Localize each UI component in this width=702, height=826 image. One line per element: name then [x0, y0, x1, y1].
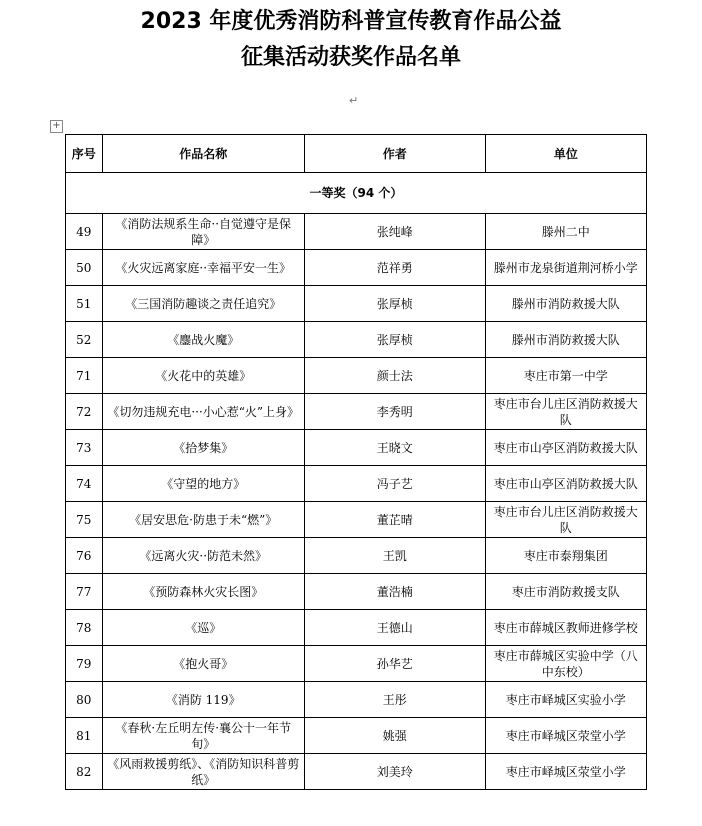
- cell-unit: 枣庄市台儿庄区消防救援大队: [485, 394, 646, 430]
- cell-title: 《消防法规系生命··自觉遵守是保障》: [102, 214, 304, 250]
- cell-no: 80: [66, 682, 103, 718]
- cell-no: 72: [66, 394, 103, 430]
- cell-author: 董芷晴: [304, 502, 485, 538]
- cell-unit: 枣庄市山亭区消防救援大队: [485, 430, 646, 466]
- cell-author: 王德山: [304, 610, 485, 646]
- table-header-row: [66, 135, 647, 173]
- cell-unit: 枣庄市山亭区消防救援大队: [485, 466, 646, 502]
- prize-row: [66, 173, 647, 214]
- cell-unit: 枣庄市峄城区实验小学: [485, 682, 646, 718]
- cell-title: 《抱火哥》: [102, 646, 304, 682]
- table-move-handle-icon[interactable]: +: [50, 120, 63, 133]
- cell-author: 王彤: [304, 682, 485, 718]
- cell-title: 《火花中的英雄》: [102, 358, 304, 394]
- table-row: [66, 430, 647, 466]
- cell-title: 《春秋·左丘明左传·襄公十一年节旬》: [102, 718, 304, 754]
- cell-title: 《火灾远离家庭··幸福平安一生》: [102, 250, 304, 286]
- cell-author: 刘美玲: [304, 754, 485, 790]
- table-row: [66, 538, 647, 574]
- cell-author: 张厚桢: [304, 286, 485, 322]
- cell-no: 73: [66, 430, 103, 466]
- cell-title: 《三国消防趣谈之责任追究》: [102, 286, 304, 322]
- cell-no: 71: [66, 358, 103, 394]
- header-no: 序号: [66, 135, 103, 173]
- cell-title: 《消防 119》: [102, 682, 304, 718]
- cell-no: 51: [66, 286, 103, 322]
- cell-no: 50: [66, 250, 103, 286]
- cell-title: 《风雨救援剪纸》、《消防知识科普剪纸》: [102, 754, 304, 790]
- cell-no: 82: [66, 754, 103, 790]
- cell-title: 《拾梦集》: [102, 430, 304, 466]
- prize-label: 一等奖（94 个）: [66, 173, 647, 214]
- cell-unit: 枣庄市峄城区荥堂小学: [485, 718, 646, 754]
- cell-unit: 枣庄市峄城区荥堂小学: [485, 754, 646, 790]
- cell-author: 董浩楠: [304, 574, 485, 610]
- cell-no: 79: [66, 646, 103, 682]
- table-row: [66, 574, 647, 610]
- table-row: [66, 250, 647, 286]
- cell-author: 孙华艺: [304, 646, 485, 682]
- cell-title: 《预防森林火灾长图》: [102, 574, 304, 610]
- cell-unit: 枣庄市消防救援支队: [485, 574, 646, 610]
- cell-no: 81: [66, 718, 103, 754]
- table-row: [66, 214, 647, 250]
- cell-author: 张纯峰: [304, 214, 485, 250]
- cell-no: 75: [66, 502, 103, 538]
- cell-unit: 枣庄市薛城区教师进修学校: [485, 610, 646, 646]
- table-row: [66, 502, 647, 538]
- table-row: [66, 682, 647, 718]
- cell-author: 王晓文: [304, 430, 485, 466]
- cell-no: 76: [66, 538, 103, 574]
- cell-author: 李秀明: [304, 394, 485, 430]
- table-row: [66, 466, 647, 502]
- table-row: [66, 358, 647, 394]
- cell-author: 张厚桢: [304, 322, 485, 358]
- cell-title: 《守望的地方》: [102, 466, 304, 502]
- cell-title: 《鏖战火魔》: [102, 322, 304, 358]
- cell-author: 姚强: [304, 718, 485, 754]
- table-row: [66, 322, 647, 358]
- cell-no: 52: [66, 322, 103, 358]
- cell-author: 范祥勇: [304, 250, 485, 286]
- cell-title: 《巡》: [102, 610, 304, 646]
- cell-no: 77: [66, 574, 103, 610]
- cell-title: 《远离火灾··防范未然》: [102, 538, 304, 574]
- cell-no: 78: [66, 610, 103, 646]
- cell-title: 《居安思危·防患于未“燃”》: [102, 502, 304, 538]
- header-title: 作品名称: [102, 135, 304, 173]
- cell-unit: 滕州市消防救援大队: [485, 286, 646, 322]
- award-table: [65, 134, 647, 790]
- header-unit: 单位: [485, 135, 646, 173]
- cell-unit: 枣庄市台儿庄区消防救援大队: [485, 502, 646, 538]
- cell-unit: 滕州市消防救援大队: [485, 322, 646, 358]
- table-row: [66, 646, 647, 682]
- cell-unit: 枣庄市泰翔集团: [485, 538, 646, 574]
- cell-author: 王凯: [304, 538, 485, 574]
- table-row: [66, 394, 647, 430]
- cell-unit: 枣庄市薛城区实验中学（八中东校）: [485, 646, 646, 682]
- table-row: [66, 286, 647, 322]
- cell-unit: 滕州二中: [485, 214, 646, 250]
- cell-author: 冯子艺: [304, 466, 485, 502]
- document-title-line2: 征集活动获奖作品名单: [240, 45, 461, 70]
- header-author: 作者: [304, 135, 485, 173]
- cell-unit: 枣庄市第一中学: [485, 358, 646, 394]
- table-row: [66, 610, 647, 646]
- cell-author: 颜士法: [304, 358, 485, 394]
- table-row: [66, 718, 647, 754]
- document-title-line1: 2023 年度优秀消防科普宣传教育作品公益: [140, 9, 562, 34]
- cell-no: 49: [66, 214, 103, 250]
- table-row: [66, 754, 647, 790]
- cell-title: 《切勿违规充电···小心惹“火”上身》: [102, 394, 304, 430]
- paragraph-mark-icon: ↵: [349, 94, 359, 107]
- cell-no: 74: [66, 466, 103, 502]
- cell-unit: 滕州市龙泉街道荆河桥小学: [485, 250, 646, 286]
